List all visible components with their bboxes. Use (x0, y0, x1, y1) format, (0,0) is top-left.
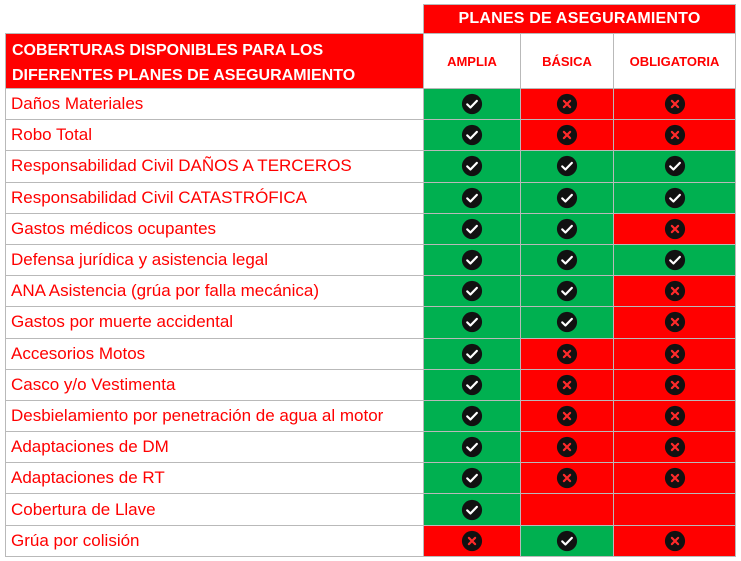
coverage-name: Cobertura de Llave (6, 494, 424, 525)
coverage-name: Adaptaciones de RT (6, 463, 424, 494)
cell-basica (521, 182, 614, 213)
cell-amplia (424, 338, 521, 369)
cross-icon (664, 280, 686, 302)
cross-icon (664, 124, 686, 146)
cell-amplia (424, 244, 521, 275)
cross-icon (556, 124, 578, 146)
cell-basica (521, 400, 614, 431)
cell-obligatoria (614, 182, 736, 213)
cell-amplia (424, 151, 521, 182)
plans-title: PLANES DE ASEGURAMIENTO (424, 5, 736, 34)
cell-basica (521, 463, 614, 494)
check-icon (556, 280, 578, 302)
table-row (6, 369, 736, 400)
cross-icon (556, 93, 578, 115)
cell-basica (521, 307, 614, 338)
check-icon (556, 187, 578, 209)
corner-blank (6, 5, 424, 34)
coverage-rows (6, 89, 736, 557)
column-header-amplia: AMPLIA (424, 34, 521, 89)
table-row (6, 120, 736, 151)
coverage-name: Responsabilidad Civil DAÑOS A TERCEROS (6, 151, 424, 182)
cell-basica (521, 89, 614, 120)
table-row (6, 463, 736, 494)
cell-obligatoria (614, 244, 736, 275)
coverage-name: Responsabilidad Civil CATASTRÓFICA (6, 182, 424, 213)
table-row (6, 338, 736, 369)
check-icon (461, 249, 483, 271)
cell-basica (521, 494, 614, 525)
table-row (6, 89, 736, 120)
cross-icon (664, 93, 686, 115)
check-icon (461, 467, 483, 489)
check-icon (461, 499, 483, 521)
cross-icon (461, 530, 483, 552)
cell-basica (521, 244, 614, 275)
check-icon (556, 311, 578, 333)
check-icon (461, 405, 483, 427)
check-icon (556, 249, 578, 271)
coverage-name: Defensa jurídica y asistencia legal (6, 244, 424, 275)
cross-icon (556, 405, 578, 427)
cell-amplia (424, 89, 521, 120)
cross-icon (664, 218, 686, 240)
cell-obligatoria (614, 276, 736, 307)
coverage-name: Grúa por colisión (6, 525, 424, 556)
check-icon (556, 218, 578, 240)
cell-basica (521, 213, 614, 244)
cell-amplia (424, 525, 521, 556)
cell-obligatoria (614, 213, 736, 244)
check-icon (461, 374, 483, 396)
coverage-description-header: COBERTURAS DISPONIBLES PARA LOS DIFERENTES PLANES DE ASEGURAMIENTO (6, 34, 424, 89)
coverage-name: Gastos por muerte accidental (6, 307, 424, 338)
cell-obligatoria (614, 151, 736, 182)
cell-obligatoria (614, 369, 736, 400)
check-icon (461, 187, 483, 209)
cross-icon (556, 436, 578, 458)
cell-basica (521, 120, 614, 151)
cell-amplia (424, 369, 521, 400)
table-row (6, 151, 736, 182)
table-row (6, 400, 736, 431)
cell-obligatoria (614, 307, 736, 338)
cell-amplia (424, 432, 521, 463)
cross-icon (664, 374, 686, 396)
cross-icon (664, 436, 686, 458)
cell-basica (521, 151, 614, 182)
table-row (6, 432, 736, 463)
cell-basica (521, 369, 614, 400)
cell-amplia (424, 463, 521, 494)
column-header-basica: BÁSICA (521, 34, 614, 89)
coverage-grid (5, 4, 736, 557)
table-row (6, 244, 736, 275)
cell-obligatoria (614, 89, 736, 120)
check-icon (461, 218, 483, 240)
check-icon (461, 124, 483, 146)
cell-obligatoria (614, 120, 736, 151)
table-row (6, 182, 736, 213)
table-row (6, 307, 736, 338)
check-icon (461, 155, 483, 177)
check-icon (664, 155, 686, 177)
cell-obligatoria (614, 432, 736, 463)
coverage-name: Gastos médicos ocupantes (6, 213, 424, 244)
coverage-name: ANA Asistencia (grúa por falla mecánica) (6, 276, 424, 307)
cell-amplia (424, 120, 521, 151)
cell-basica (521, 276, 614, 307)
cross-icon (664, 311, 686, 333)
check-icon (664, 187, 686, 209)
check-icon (461, 343, 483, 365)
coverage-name: Desbielamiento por penetración de agua al motor (6, 400, 424, 431)
cross-icon (556, 467, 578, 489)
cell-amplia (424, 400, 521, 431)
cross-icon (664, 405, 686, 427)
table-row (6, 276, 736, 307)
cell-obligatoria (614, 338, 736, 369)
cell-amplia (424, 182, 521, 213)
coverage-name: Robo Total (6, 120, 424, 151)
check-icon (461, 280, 483, 302)
coverage-name: Adaptaciones de DM (6, 432, 424, 463)
cell-obligatoria (614, 494, 736, 525)
coverage-name: Daños Materiales (6, 89, 424, 120)
table-row (6, 525, 736, 556)
cell-basica (521, 432, 614, 463)
cross-icon (556, 343, 578, 365)
check-icon (556, 155, 578, 177)
cell-amplia (424, 494, 521, 525)
cross-icon (664, 530, 686, 552)
check-icon (664, 249, 686, 271)
cell-obligatoria (614, 400, 736, 431)
cell-amplia (424, 213, 521, 244)
cell-obligatoria (614, 525, 736, 556)
check-icon (556, 530, 578, 552)
check-icon (461, 93, 483, 115)
cell-amplia (424, 276, 521, 307)
cell-basica (521, 338, 614, 369)
cross-icon (664, 343, 686, 365)
column-header-obligatoria: OBLIGATORIA (614, 34, 736, 89)
cross-icon (664, 467, 686, 489)
table-row (6, 494, 736, 525)
coverage-table (5, 4, 736, 557)
table-row (6, 213, 736, 244)
cross-icon (556, 374, 578, 396)
cell-basica (521, 525, 614, 556)
check-icon (461, 436, 483, 458)
cell-amplia (424, 307, 521, 338)
cell-obligatoria (614, 463, 736, 494)
coverage-name: Accesorios Motos (6, 338, 424, 369)
coverage-name: Casco y/o Vestimenta (6, 369, 424, 400)
check-icon (461, 311, 483, 333)
